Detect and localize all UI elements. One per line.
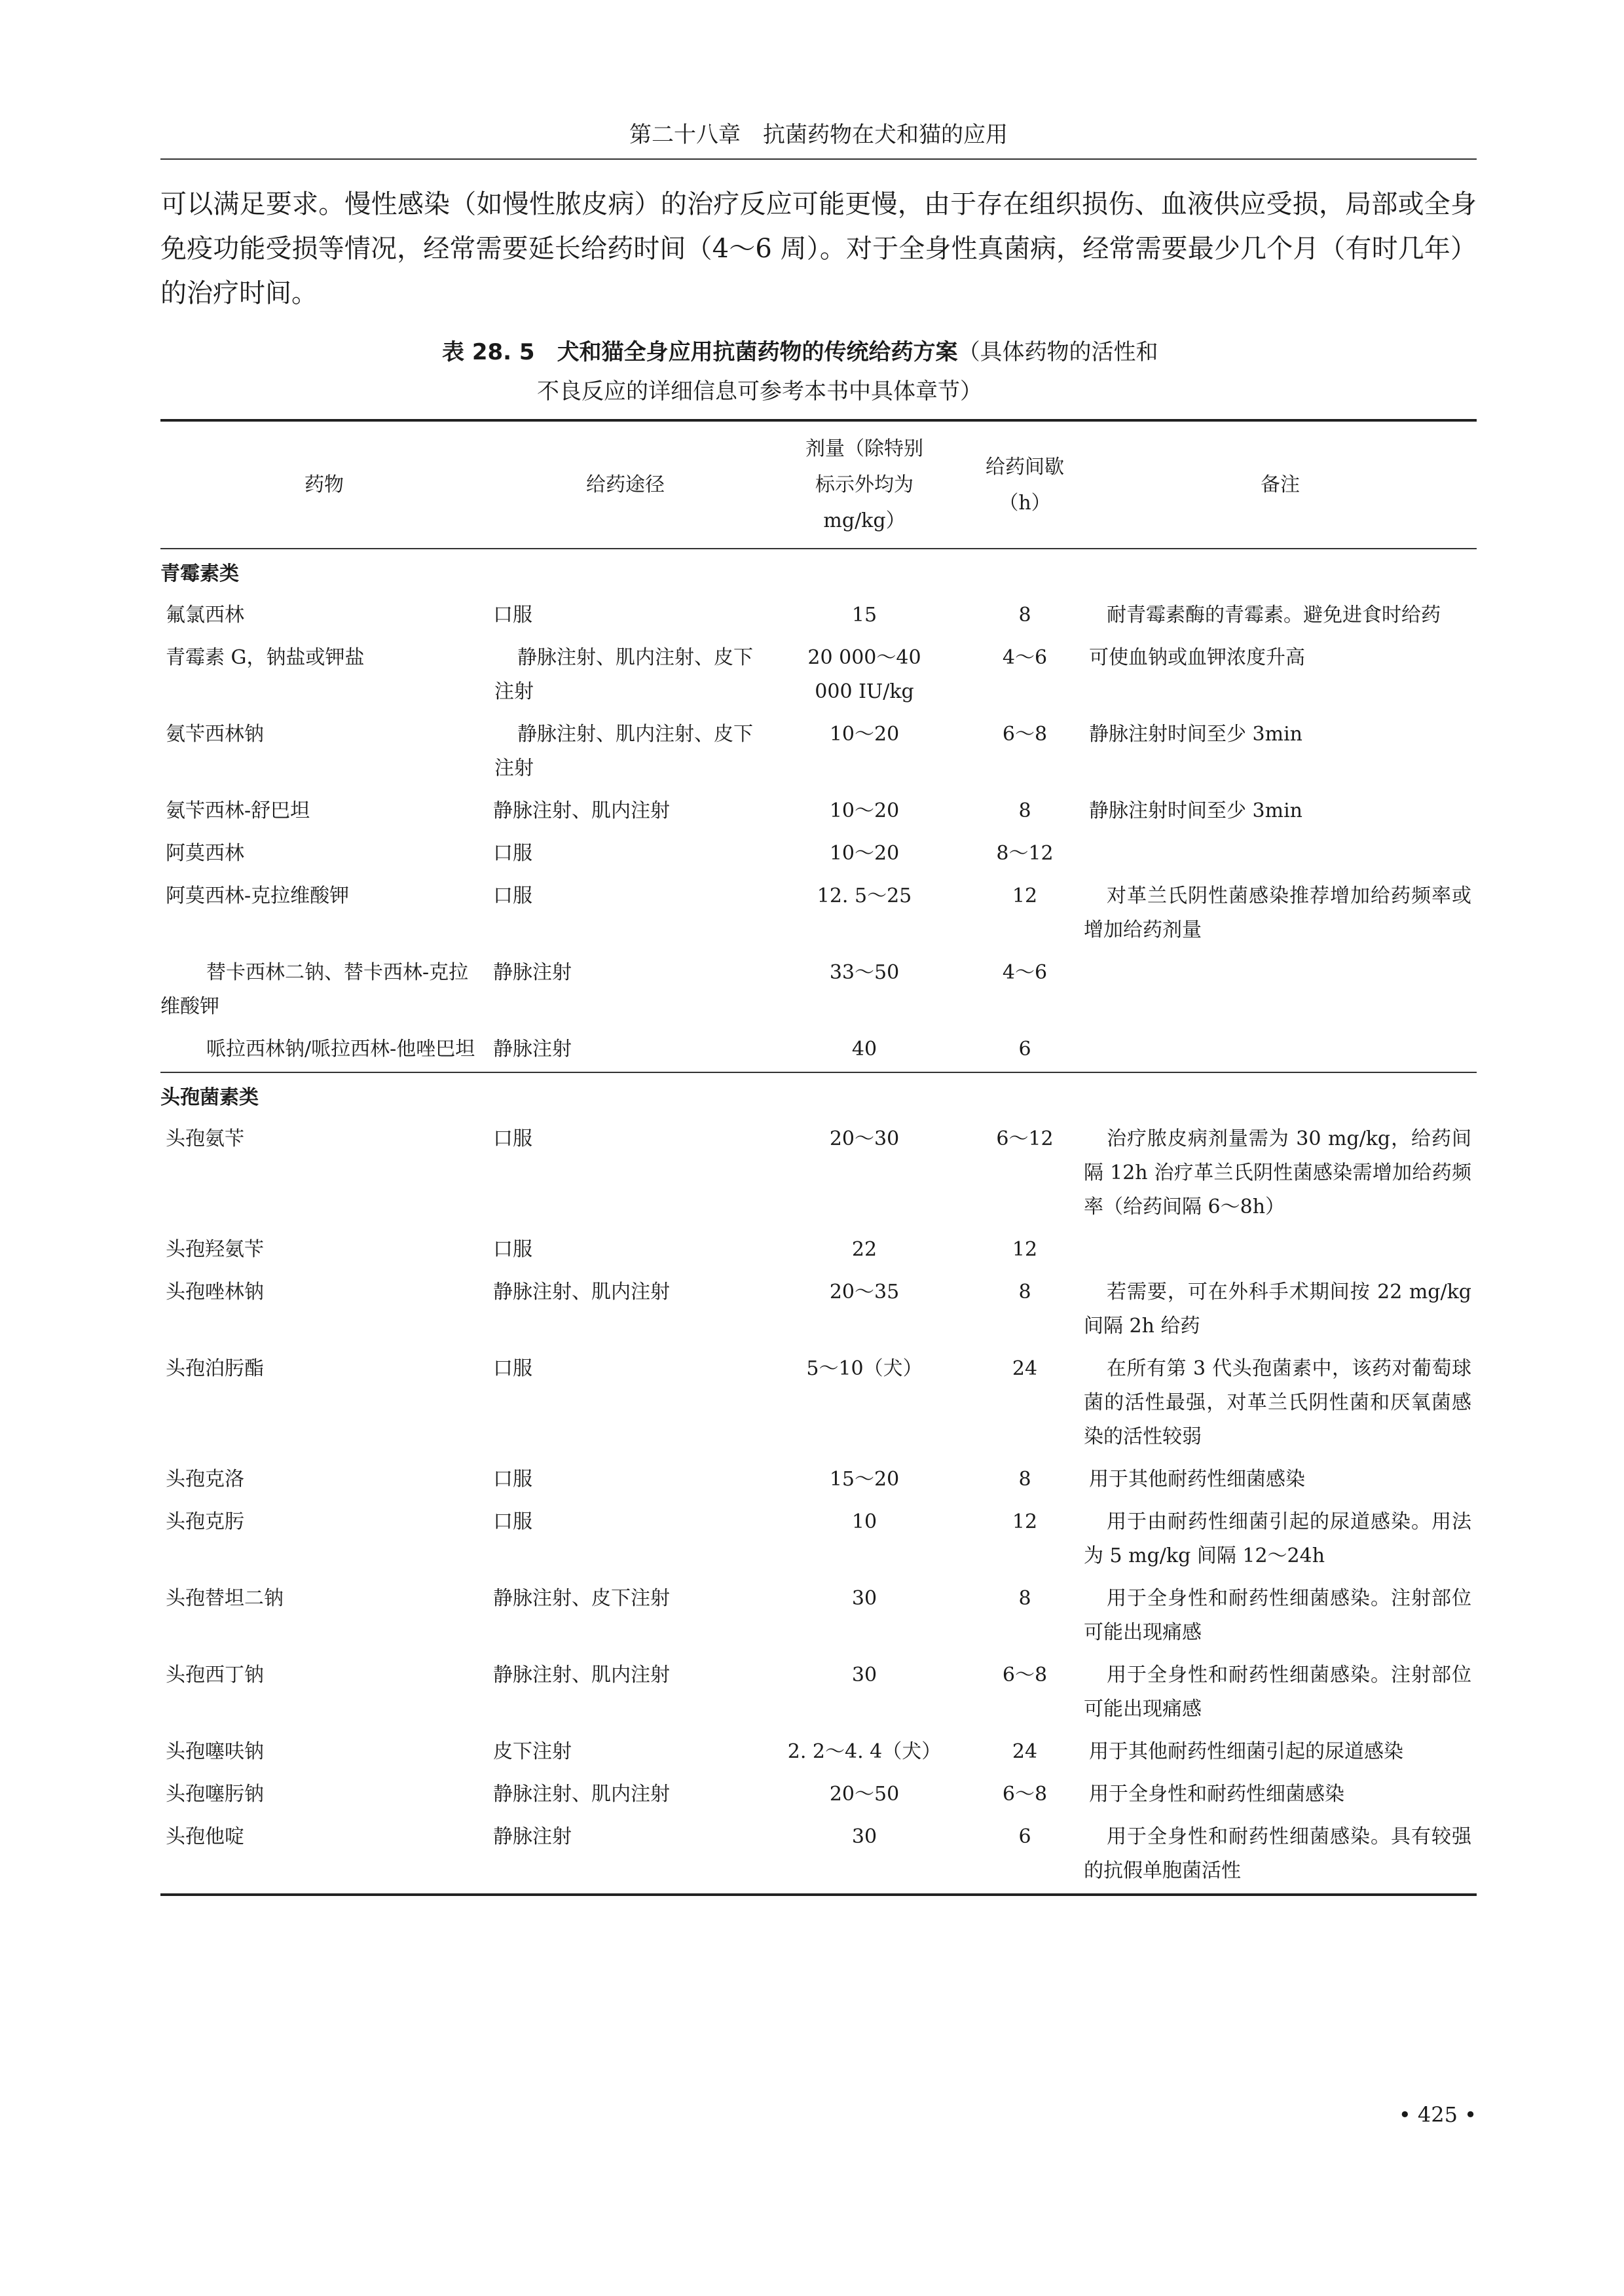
cell-notes: 对革兰氏阴性菌感染推荐增加给药频率或增加给药剂量 (1084, 884, 1471, 941)
table-row (160, 1502, 1477, 1578)
cell-drug: 头孢唑林钠 (166, 1281, 264, 1303)
table-header-row (160, 420, 1477, 549)
cell-notes: 静脉注射时间至少 3min (1089, 723, 1302, 746)
cell-drug: 哌拉西林钠/哌拉西林-他唑巴坦 (206, 1038, 475, 1061)
cell-route: 静脉注射、肌内注射 (493, 1783, 670, 1806)
cell-notes (1084, 1029, 1477, 1072)
cell-notes: 用于由耐药性细菌引起的尿道感染。用法为 5 mg/kg 间隔 12～24h (1084, 1510, 1471, 1567)
cell-interval: 8 (1018, 799, 1031, 822)
cell-notes: 可使血钠或血钾浓度升高 (1089, 646, 1305, 669)
category-row (160, 1072, 1477, 1119)
cell-interval: 12 (1012, 884, 1038, 907)
cell-route: 静脉注射 (493, 1825, 572, 1848)
cell-drug: 头孢西丁钠 (166, 1664, 264, 1686)
cell-interval: 6 (1018, 1825, 1031, 1848)
table-row (160, 953, 1477, 1029)
cell-dose: 30 (851, 1825, 877, 1848)
cell-interval: 12 (1012, 1510, 1038, 1533)
cell-interval: 8 (1018, 1281, 1031, 1303)
cell-drug: 头孢泊肟酯 (166, 1357, 264, 1380)
table-row (160, 1655, 1477, 1732)
table-row (160, 1578, 1477, 1655)
cell-interval: 24 (1012, 1740, 1038, 1763)
cell-notes: 用于其他耐药性细菌感染 (1089, 1468, 1305, 1491)
table-row (160, 1774, 1477, 1817)
cell-dose: 20～50 (829, 1783, 900, 1806)
cell-route: 静脉注射 (493, 1038, 572, 1061)
header-route: 给药途径 (488, 420, 763, 549)
cell-drug: 头孢他啶 (166, 1825, 244, 1848)
header-interval: 给药间歇（h） (966, 420, 1084, 549)
cell-route: 静脉注射、肌内注射 (493, 1664, 670, 1686)
cell-route: 静脉注射、肌内注射 (493, 1281, 670, 1303)
table-row (160, 1119, 1477, 1230)
table-row (160, 1029, 1477, 1072)
table-row (160, 1349, 1477, 1459)
cell-route: 口服 (493, 1238, 532, 1261)
cell-drug: 头孢氨苄 (166, 1127, 244, 1150)
cell-interval: 8～12 (996, 842, 1054, 865)
table-caption-note-1: （具体药物的活性和 (957, 339, 1158, 365)
cell-dose: 30 (851, 1664, 877, 1686)
cell-interval: 8 (1018, 1587, 1031, 1610)
cell-interval: 6～8 (1002, 1783, 1048, 1806)
page-number: • 425 • (1398, 2102, 1477, 2127)
cell-route: 口服 (493, 1468, 532, 1491)
table-row (160, 714, 1477, 791)
table-row (160, 1732, 1477, 1774)
cell-drug: 阿莫西林 (166, 842, 244, 865)
cell-route: 口服 (493, 604, 532, 627)
cell-drug: 氨苄西林-舒巴坦 (166, 799, 310, 822)
cell-notes (1084, 953, 1477, 1029)
cell-drug: 头孢替坦二钠 (166, 1587, 284, 1610)
cell-drug: 头孢克肟 (166, 1510, 244, 1533)
cell-dose: 15 (851, 604, 877, 627)
header-drug: 药物 (160, 420, 488, 549)
cell-notes (1084, 833, 1477, 876)
cell-drug: 替卡西林二钠、替卡西林-克拉维酸钾 (160, 961, 469, 1018)
cell-notes: 用于全身性和耐药性细菌感染。注射部位可能出现痛感 (1084, 1664, 1471, 1721)
cell-notes: 用于全身性和耐药性细菌感染 (1089, 1783, 1344, 1806)
cell-route: 口服 (493, 842, 532, 865)
table-row (160, 595, 1477, 638)
table-row (160, 876, 1477, 953)
table-row (160, 791, 1477, 833)
running-header: 第二十八章 抗菌药物在犬和猫的应用 (160, 111, 1477, 160)
cell-notes: 若需要，可在外科手术期间按 22 mg/kg 间隔 2h 给药 (1084, 1281, 1471, 1338)
cell-interval: 6～8 (1002, 1664, 1048, 1686)
table-caption-note-2: 不良反应的详细信息可参考本书中具体章节） (537, 378, 982, 405)
cell-drug: 头孢噻肟钠 (166, 1783, 264, 1806)
cell-dose: 22 (851, 1238, 877, 1261)
cell-dose: 5～10（犬） (806, 1357, 923, 1380)
table-title: 犬和猫全身应用抗菌药物的传统给药方案 (557, 339, 958, 365)
cell-route: 静脉注射、肌内注射 (493, 799, 670, 822)
cell-route: 静脉注射、肌内注射、皮下注射 (494, 723, 753, 780)
cell-route: 口服 (493, 1357, 532, 1380)
cell-route: 静脉注射 (493, 961, 572, 984)
cell-notes: 用于全身性和耐药性细菌感染。具有较强的抗假单胞菌活性 (1084, 1825, 1471, 1882)
dosage-table (160, 419, 1477, 1896)
cell-dose: 12. 5～25 (817, 884, 912, 907)
cell-interval: 8 (1018, 604, 1031, 627)
cell-interval: 12 (1012, 1238, 1038, 1261)
category-cephalosporins: 头孢菌素类 (160, 1072, 1477, 1119)
table-number: 表 28. 5 (442, 339, 535, 365)
cell-interval: 6～12 (996, 1127, 1054, 1150)
cell-dose: 10～20 (829, 842, 900, 865)
cell-dose: 10 (851, 1510, 877, 1533)
table-caption (160, 333, 1477, 411)
cell-dose: 2. 2～4. 4（犬） (787, 1740, 942, 1763)
header-notes: 备注 (1084, 420, 1477, 549)
table-row (160, 638, 1477, 714)
cell-dose: 33～50 (829, 961, 900, 984)
table-row (160, 1272, 1477, 1349)
cell-notes: 静脉注射时间至少 3min (1089, 799, 1302, 822)
cell-notes: 治疗脓皮病剂量需为 30 mg/kg，给药间隔 12h 治疗革兰氏阴性菌感染需增加给药频率（给药间隔 6～8h） (1084, 1127, 1471, 1218)
cell-route: 口服 (493, 1510, 532, 1533)
cell-interval: 6～8 (1002, 723, 1048, 746)
category-penicillins: 青霉素类 (160, 562, 239, 585)
cell-dose: 10～20 (829, 799, 900, 822)
table-row (160, 1230, 1477, 1272)
intro-paragraph: 可以满足要求。慢性感染（如慢性脓皮病）的治疗反应可能更慢，由于存在组织损伤、血液供应受损，局部或全身免疫功能受损等情况，经常需要延长给药时间（4～6 周）。对于全身性真菌病，经常需要最少几个月（有时几年）的治疗时间。 (160, 189, 1477, 308)
header-dose: 剂量（除特别标示外均为 mg/kg） (763, 420, 966, 549)
cell-dose: 20 000～40 000 IU/kg (807, 646, 921, 703)
cell-drug: 氨苄西林钠 (166, 723, 264, 746)
cell-drug: 头孢羟氨苄 (166, 1238, 264, 1261)
cell-drug: 头孢噻呋钠 (166, 1740, 264, 1763)
cell-notes: 用于其他耐药性细菌引起的尿道感染 (1089, 1740, 1403, 1763)
cell-route: 静脉注射、肌内注射、皮下注射 (494, 646, 753, 703)
cell-drug: 阿莫西林-克拉维酸钾 (166, 884, 350, 907)
cell-route: 口服 (493, 1127, 532, 1150)
table-row (160, 1459, 1477, 1502)
cell-interval: 4～6 (1002, 646, 1048, 669)
category-row (160, 549, 1477, 595)
cell-route: 皮下注射 (493, 1740, 572, 1763)
cell-dose: 30 (851, 1587, 877, 1610)
cell-notes: 在所有第 3 代头孢菌素中，该药对葡萄球菌的活性最强，对革兰氏阴性菌和厌氧菌感染的活性较弱 (1084, 1357, 1471, 1448)
cell-notes (1084, 1230, 1477, 1272)
cell-notes: 用于全身性和耐药性细菌感染。注射部位可能出现痛感 (1084, 1587, 1471, 1644)
cell-interval: 8 (1018, 1468, 1031, 1491)
cell-dose: 10～20 (829, 723, 900, 746)
cell-drug: 青霉素 G，钠盐或钾盐 (166, 646, 365, 669)
cell-route: 静脉注射、皮下注射 (493, 1587, 670, 1610)
cell-dose: 20～35 (829, 1281, 900, 1303)
cell-interval: 6 (1018, 1038, 1031, 1061)
cell-interval: 4～6 (1002, 961, 1048, 984)
table-row (160, 1817, 1477, 1895)
cell-interval: 24 (1012, 1357, 1038, 1380)
table-row (160, 833, 1477, 876)
cell-drug: 头孢克洛 (166, 1468, 244, 1491)
cell-dose: 15～20 (829, 1468, 900, 1491)
cell-dose: 40 (851, 1038, 877, 1061)
cell-dose: 20～30 (829, 1127, 900, 1150)
cell-drug: 氟氯西林 (166, 604, 244, 627)
cell-route: 口服 (493, 884, 532, 907)
cell-notes: 耐青霉素酶的青霉素。避免进食时给药 (1107, 604, 1441, 627)
